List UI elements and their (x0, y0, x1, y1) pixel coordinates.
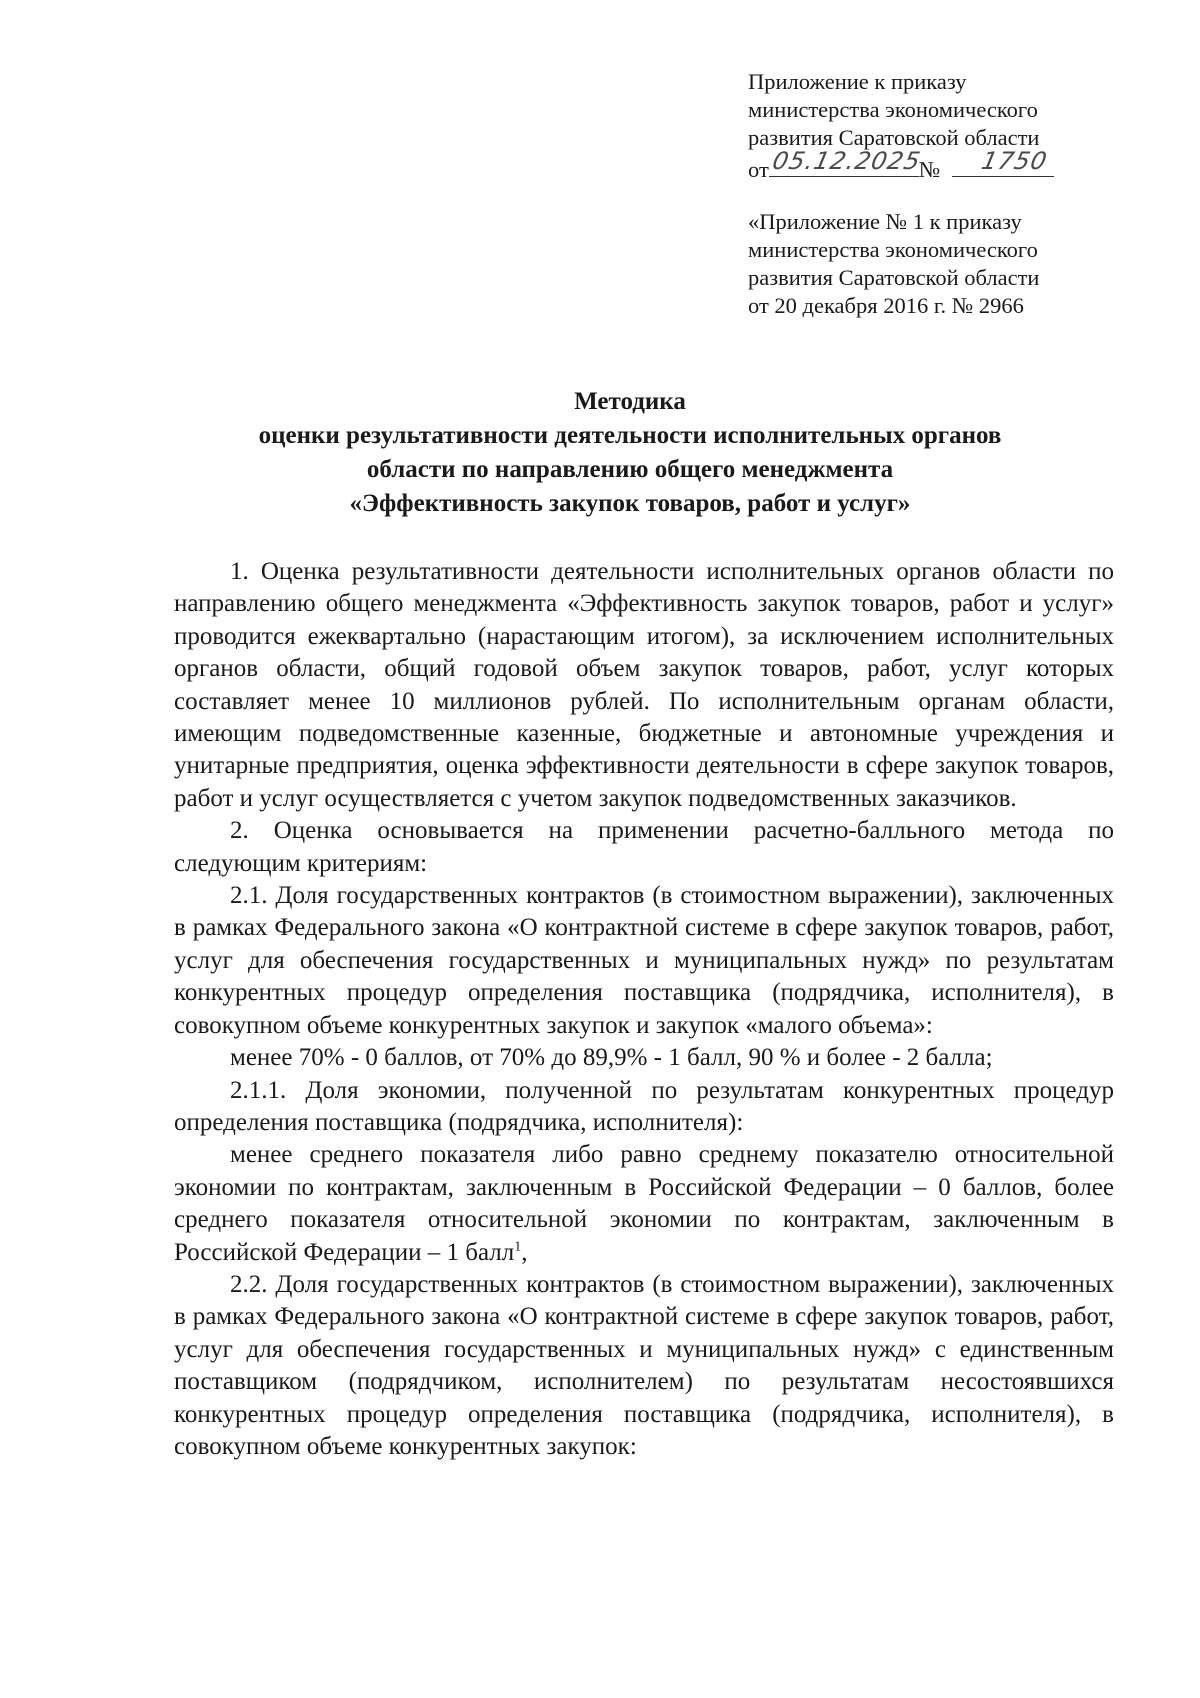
paragraph-2-1-scores: менее 70% - 0 баллов, от 70% до 89,9% - 1 балл, 90 % и более - 2 балла; (230, 1044, 993, 1072)
document-body (174, 556, 1114, 1463)
handwritten-date: 05.12.2025 (769, 147, 924, 175)
approval-date-line (748, 147, 1078, 184)
handwritten-number: 1750 (979, 147, 1051, 175)
approval-line: министерства экономического (748, 97, 1038, 122)
approval-line: Приложение к приказу (748, 69, 967, 94)
scores-text: менее среднего показателя либо равно среднему показателю относительной экономии по контрактам, заключенным в Российской Федерации – 0 баллов, более среднего показателя относительной экономии по контрактам, заключенным в Российской Федерации – 1 балл (174, 1141, 1114, 1266)
paragraph-2-2: 2.2. Доля государственных контрактов (в стоимостном выражении), заключенных в рамках Федерального закона «О контрактной системе в сфере закупок товаров, работ, услуг для обеспечения государственных и муниципальных нужд» с единственным поставщиком (подрядчиком, исполнителем) по результатам несостоявшихся конкурентных процедур определения поставщика (подрядчика, исполнителя), в совокупном объеме конкурентных закупок: (174, 1270, 1114, 1460)
document-title (130, 385, 1130, 521)
footnote-mark: 1 (514, 1239, 522, 1255)
paragraph-2-1: 2.1. Доля государственных контрактов (в стоимостном выражении), заключенных в рамках Федерального закона «О контрактной системе в сфере закупок товаров, работ, услуг для обеспечения государственных и муниципальных нужд» по результатам конкурентных процедур определения поставщика (подрядчика, исполнителя), в совокупном объеме конкурентных закупок и закупок «малого объема»: (174, 882, 1114, 1039)
scores-tail: , (521, 1238, 528, 1266)
number-field (952, 147, 1054, 177)
paragraph-1: 1. Оценка результативности деятельности исполнительных органов области по направлению общего менеджмента «Эффективность закупок товаров, работ и услуг» проводится ежеквартально (нарастающим итогом), за исключением исполнительных органов области, общий годовой объем закупок товаров, работ, услуг которых составляет менее 10 миллионов рублей. По исполнительным органам области, имеющим подведомственные казенные, бюджетные и автономные учреждения и унитарные предприятия, оценка эффективности деятельности в сфере закупок товаров, работ и услуг осуществляется с учетом закупок подведомственных заказчиков. (174, 558, 1114, 812)
number-sign: № (918, 157, 941, 182)
appendix-line: от 20 декабря 2016 г. № 2966 (748, 293, 1024, 318)
paragraph-2: 2. Оценка основывается на применении расчетно-балльного метода по следующим критериям: (174, 817, 1114, 877)
title-line: оценки результативности деятельности исполнительных органов (258, 422, 1002, 449)
appendix-line: министерства экономического (748, 237, 1038, 262)
original-appendix-block (748, 208, 1078, 320)
paragraph-2-1-1: 2.1.1. Доля экономии, полученной по результатам конкурентных процедур определения поставщика (подрядчика, исполнителя): (174, 1076, 1114, 1136)
date-field (769, 147, 924, 177)
title-line: «Эффективность закупок товаров, работ и услуг» (349, 490, 911, 517)
paragraph-2-1-1-scores (174, 1139, 1114, 1269)
appendix-line: «Приложение № 1 к приказу (748, 209, 1022, 234)
approval-block (748, 68, 1078, 184)
title-line: области по направлению общего менеджмента (366, 456, 894, 483)
approval-line: развития Саратовской области (748, 125, 1040, 150)
date-prefix: от (748, 157, 769, 182)
appendix-line: развития Саратовской области (748, 265, 1040, 290)
title-line: Методика (574, 388, 686, 415)
